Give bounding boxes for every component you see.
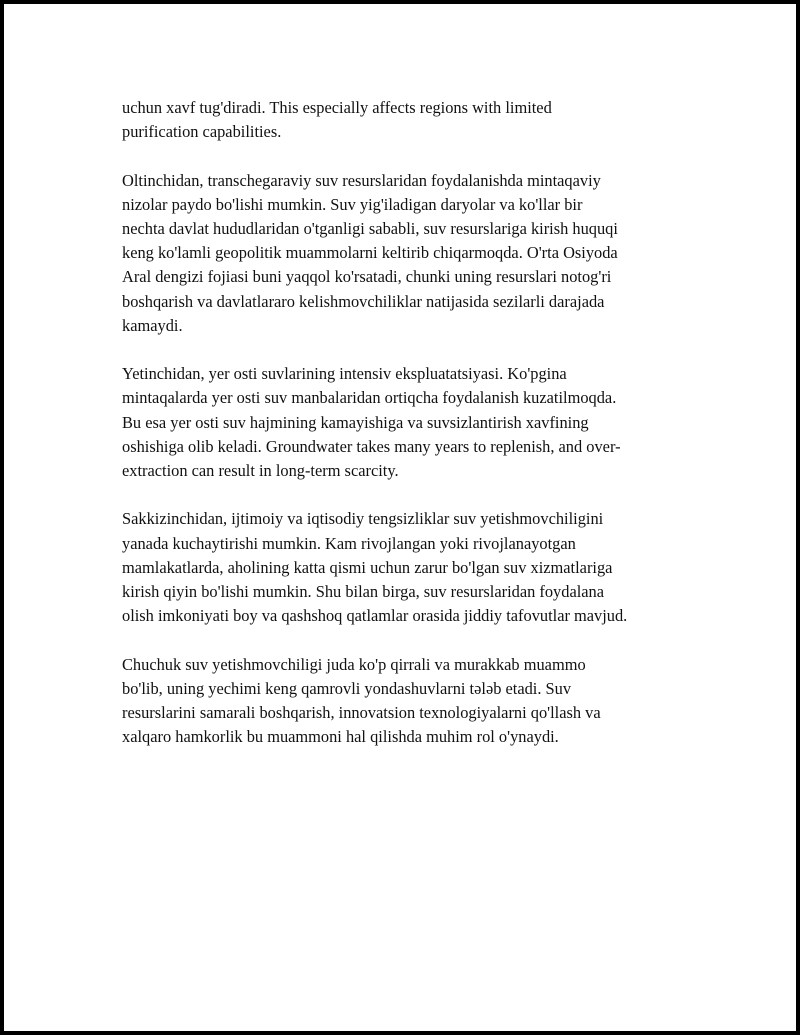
text-line: resurslarini samarali boshqarish, innovatsion texnologiyalarni qo'llash va bbox=[122, 703, 601, 723]
text-line: oshishiga olib keladi. Groundwater takes many years to replenish, and over- bbox=[122, 436, 621, 456]
text-line: nizolar paydo bo'lishi mumkin. Suv yig'iladigan daryolar va ko'llar bir bbox=[122, 194, 583, 214]
text-line: bo'lib, uning yechimi keng qamrovli yondashuvlarni tələb etadi. Suv bbox=[122, 678, 572, 698]
text-line: Chuchuk suv yetishmovchiligi juda ko'p qirrali va murakkab muammo bbox=[122, 654, 586, 674]
text-line: Oltinchidan, transchegaraviy suv resurslaridan foydalanishda mintaqaviy bbox=[122, 170, 601, 190]
text-line: mamlakatlarda, aholining katta qismi uchun zarur bo'lgan suv xizmatlariga bbox=[122, 557, 613, 577]
text-line: kirish qiyin bo'lishi mumkin. Shu bilan birga, suv resurslaridan foydalana bbox=[122, 582, 605, 602]
text-line: boshqarish va davlatlararo kelishmovchiliklar natijasida sezilarli darajada bbox=[122, 291, 605, 311]
text-line: Yetinchidan, yer osti suvlarining intensiv ekspluatatsiyasi. Ko'pgina bbox=[122, 364, 567, 384]
text-line: purification capabilities. bbox=[122, 122, 282, 142]
text-line: keng ko'lamli geopolitik muammolarni keltirib chiqarmoqda. O'rta Osiyoda bbox=[122, 243, 618, 263]
text-line: nechta davlat hududlaridan o'tganligi sababli, suv resurslariga kirish huquqi bbox=[122, 219, 618, 238]
text-line: Aral dengizi fojiasi buni yaqqol ko'rsatadi, chunki uning resurslari notog'ri bbox=[122, 267, 612, 287]
paragraph-3 bbox=[122, 362, 692, 483]
paragraph-1 bbox=[122, 96, 692, 144]
document-body bbox=[122, 96, 692, 774]
text-line: kamaydi. bbox=[122, 315, 183, 335]
text-line: Sakkizinchidan, ijtimoiy va iqtisodiy tengsizliklar suv yetishmovchiligini bbox=[122, 509, 604, 529]
paragraph-5 bbox=[122, 653, 692, 750]
text-line: Bu esa yer osti suv hajmining kamayishiga va suvsizlantirish xavfining bbox=[122, 412, 589, 432]
text-line: extraction can result in long-term scarcity. bbox=[122, 461, 399, 481]
text-line: mintaqalarda yer osti suv manbalaridan ortiqcha foydalanish kuzatilmoqda. bbox=[122, 388, 617, 408]
text-line: uchun xavf tug'diradi. This especially affects regions with limited bbox=[122, 98, 552, 117]
text-line: olish imkoniyati boy va qashshoq qatlamlar orasida jiddiy tafovutlar mavjud. bbox=[122, 606, 628, 626]
text-line: xalqaro hamkorlik bu muammoni hal qilishda muhim rol o'ynaydi. bbox=[122, 727, 559, 747]
paragraph-2 bbox=[122, 169, 692, 338]
paragraph-4 bbox=[122, 507, 692, 628]
text-line: yanada kuchaytirishi mumkin. Kam rivojlangan yoki rivojlanayotgan bbox=[122, 533, 576, 553]
